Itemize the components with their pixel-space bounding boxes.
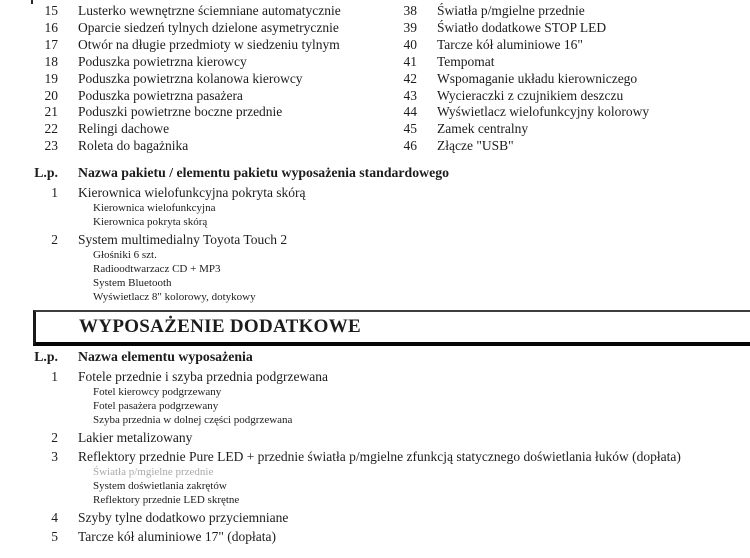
- equipment-list-row: [0, 71, 750, 88]
- item-number: 3: [51, 449, 58, 464]
- header-lp-label: L.p.: [34, 165, 58, 180]
- item-label: Wyświetlacz wielofunkcyjny kolorowy: [437, 104, 650, 120]
- standard-packages-section: [0, 164, 750, 304]
- item-label: Tarcze kół aluminiowe 16": [437, 36, 583, 52]
- sub-item: Głośniki 6 szt.: [93, 249, 157, 261]
- item-label: Złącze "USB": [437, 138, 514, 154]
- item-number: 2: [51, 430, 58, 445]
- sub-item: Wyświetlacz 8" kolorowy, dotykowy: [93, 291, 256, 303]
- package-item-row: [0, 184, 750, 201]
- package-item-row: [0, 231, 750, 248]
- package-item-row: [0, 368, 750, 385]
- item-label: Poduszki powietrzne boczne przednie: [78, 104, 283, 120]
- item-number: 46: [403, 138, 417, 154]
- sub-item: Radioodtwarzacz CD + MP3: [93, 263, 221, 275]
- item-number: 2: [51, 232, 58, 247]
- equipment-list-row: [0, 3, 750, 20]
- item-label: Fotele przednie i szyba przednia podgrzewana: [78, 369, 329, 384]
- sub-item: Kierownica pokryta skórą: [93, 216, 208, 228]
- sub-item: System Bluetooth: [93, 277, 172, 289]
- item-number: 18: [44, 53, 58, 69]
- sub-item: Fotel kierowcy podgrzewany: [93, 386, 222, 398]
- item-number: 42: [403, 70, 417, 86]
- item-number: 39: [403, 19, 417, 35]
- item-label: Poduszka powietrzna pasażera: [78, 87, 243, 103]
- equipment-list-row: [0, 121, 750, 138]
- package-item-row: [0, 448, 750, 465]
- item-label: Oparcie siedzeń tylnych dzielone asymetrycznie: [78, 19, 339, 35]
- package-item-row: [0, 509, 750, 526]
- item-number: 43: [403, 87, 417, 103]
- item-number: 40: [403, 36, 417, 52]
- equipment-list-row: [0, 138, 750, 155]
- additional-items-list: [0, 368, 750, 545]
- sub-item: Szyba przednia w dolnej części podgrzewana: [93, 414, 293, 426]
- additional-section-header: [0, 348, 750, 366]
- item-label: Lakier metalizowany: [78, 430, 193, 445]
- sub-item: Światła p/mgielne przednie: [93, 466, 214, 478]
- equipment-list-row: [0, 54, 750, 71]
- item-number: 4: [51, 510, 58, 525]
- item-label: Zamek centralny: [437, 121, 529, 137]
- item-number: 20: [44, 87, 58, 103]
- item-number: 1: [51, 185, 58, 200]
- sub-item: Reflektory przednie LED skrętne: [93, 494, 240, 506]
- header-title: Nazwa pakietu / elementu pakietu wyposażenia standardowego: [78, 165, 449, 180]
- additional-equipment-section: [0, 348, 750, 545]
- item-number: 23: [44, 138, 58, 154]
- item-label: Wycieraczki z czujnikiem deszczu: [437, 87, 624, 103]
- item-number: 17: [44, 36, 58, 52]
- item-label: Otwór na długie przedmioty w siedzeniu tylnym: [78, 36, 340, 52]
- item-label: Relingi dachowe: [78, 121, 170, 137]
- item-number: 1: [51, 369, 58, 384]
- item-label: Szyby tylne dodatkowo przyciemniane: [78, 510, 289, 525]
- item-label: Tempomat: [437, 53, 495, 69]
- standard-equipment-two-column-list: [0, 3, 750, 155]
- item-label: Poduszka powietrzna kierowcy: [78, 53, 247, 69]
- item-label: Poduszka powietrzna kolanowa kierowcy: [78, 70, 303, 86]
- equipment-list-row: [0, 37, 750, 54]
- item-number: 44: [403, 104, 417, 120]
- section-title: WYPOSAŻENIE DODATKOWE: [79, 316, 362, 337]
- equipment-list-row: [0, 20, 750, 37]
- header-title: Nazwa elementu wyposażenia: [78, 349, 253, 364]
- header-lp-label: L.p.: [34, 349, 58, 364]
- item-label: System multimedialny Toyota Touch 2: [78, 232, 288, 247]
- item-label: Światła p/mgielne przednie: [437, 3, 585, 18]
- item-label: Tarcze kół aluminiowe 17" (dopłata): [78, 529, 276, 544]
- item-number: 5: [51, 529, 58, 544]
- item-number: 22: [44, 121, 58, 137]
- item-number: 41: [403, 53, 417, 69]
- item-number: 15: [44, 3, 58, 18]
- item-label: Wspomaganie układu kierowniczego: [437, 70, 638, 86]
- item-number: 21: [44, 104, 58, 120]
- package-item-row: [0, 528, 750, 545]
- item-label: Kierownica wielofunkcyjna pokryta skórą: [78, 185, 306, 200]
- item-number: 19: [44, 70, 58, 86]
- item-number: 38: [403, 3, 417, 18]
- item-label: Reflektory przednie Pure LED + przednie światła p/mgielne zfunkcją statycznego doświetlania łuków (dopłata): [78, 449, 681, 464]
- item-number: 45: [403, 121, 417, 137]
- equipment-list-row: [0, 88, 750, 105]
- standard-section-header: [0, 164, 750, 182]
- sub-item: Fotel pasażera podgrzewany: [93, 400, 219, 412]
- standard-items-list: [0, 184, 750, 304]
- sub-item: Kierownica wielofunkcyjna: [93, 202, 216, 214]
- item-label: Roleta do bagażnika: [78, 138, 189, 154]
- equipment-list-row: [0, 104, 750, 121]
- package-item-row: [0, 429, 750, 446]
- item-label: Światło dodatkowe STOP LED: [437, 19, 607, 35]
- item-label: Lusterko wewnętrzne ściemniane automatycznie: [78, 3, 341, 18]
- item-number: 16: [44, 19, 58, 35]
- section-title-box: [33, 310, 750, 346]
- sub-item: System doświetlania zakrętów: [93, 480, 227, 492]
